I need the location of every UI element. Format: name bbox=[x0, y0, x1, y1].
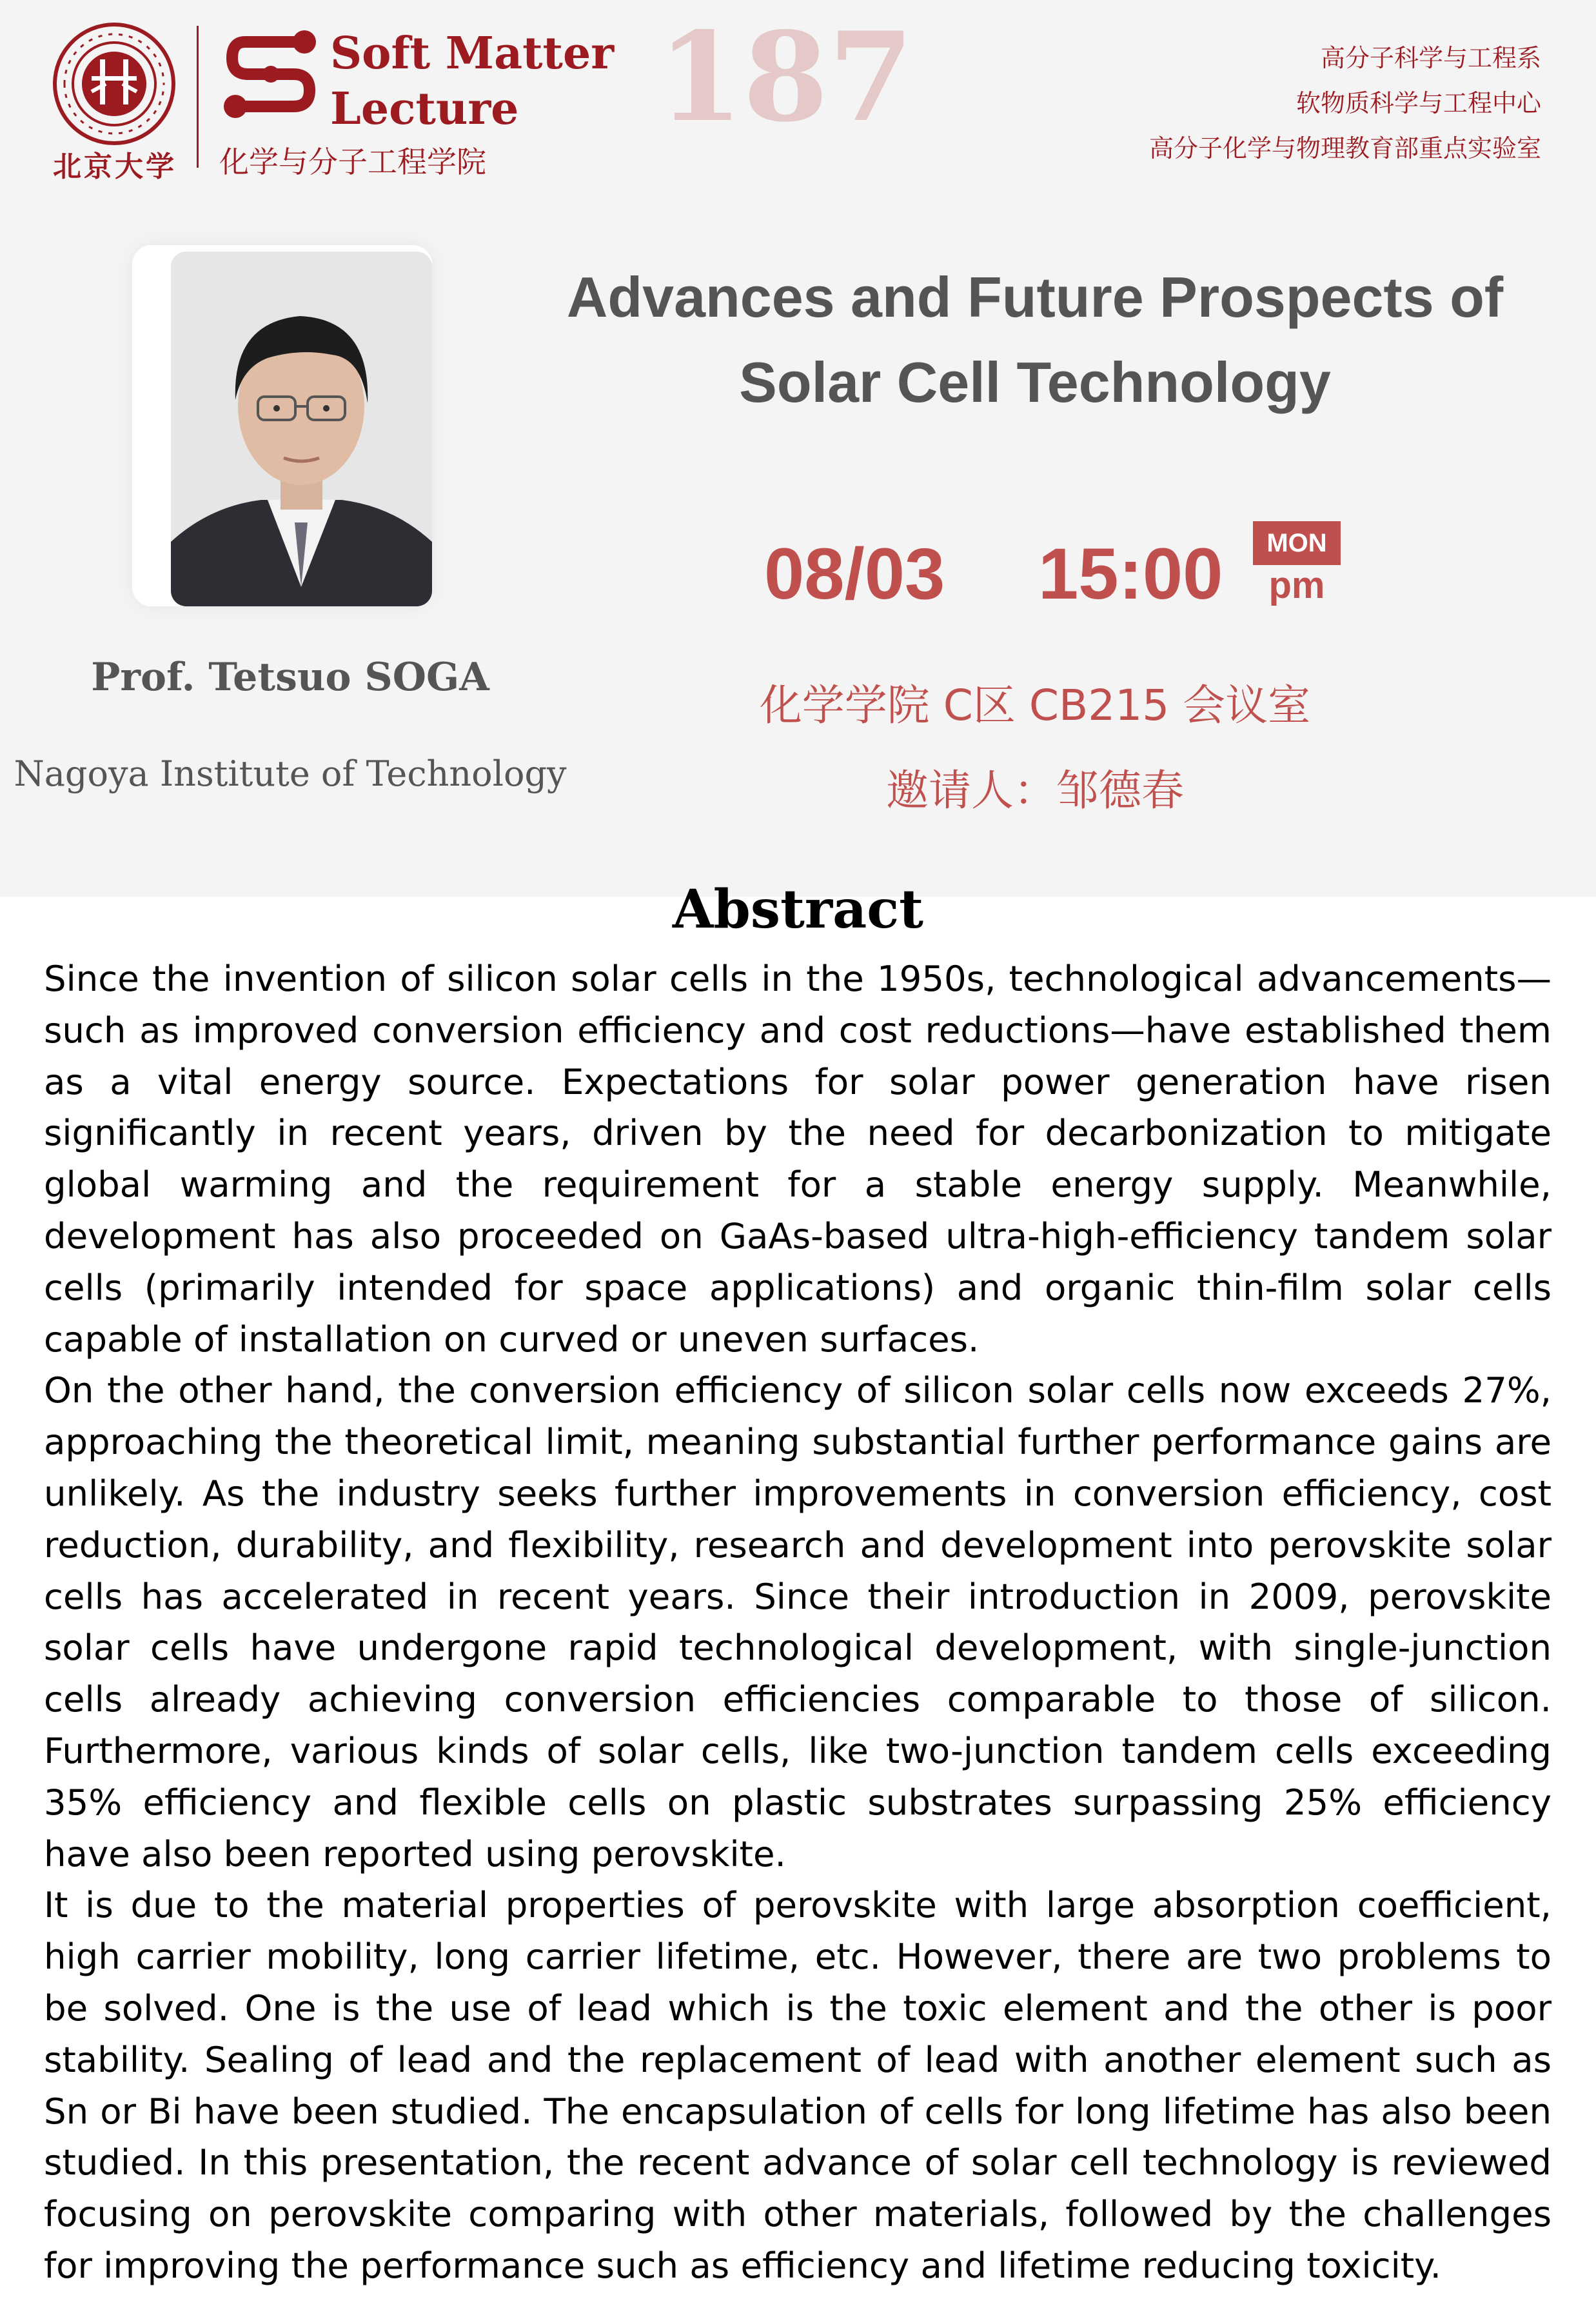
talk-time: 15:00 bbox=[1038, 533, 1223, 614]
abstract-paragraph: It is due to the material properties of perovskite with large absorption coefficient, high carrier mobility, long carrier lifetime, etc. However, there are two problems to be solved. One is the use of lead which is the toxic element and the other is poor stability. Sealing of lead and the replacement of lead with another element such as Sn or Bi have been studied. The encapsulation of cells for long lifetime has also been studied. In this presentation, the recent advance of solar cell technology is reviewed focusing on perovskite comparing with other materials, followed by the challenges for improving the performance such as efficiency and lifetime reducing toxicity. bbox=[44, 1884, 1552, 2286]
host: 邀请人：邹德春 bbox=[886, 766, 1184, 815]
abstract-paragraph: On the other hand, the conversion efficiency of silicon solar cells now exceeds 27%, approaching the theoretical limit, meaning substantial further performance gains are unlikely. As the industry seeks further improvements in conversion efficiency, cost reduction, durability, and flexibility, research and development into perovskite solar cells has accelerated in recent years. Since their introduction in 2009, perovskite solar cells have undergone rapid technological development, with single-junction cells already achieving conversion efficiencies comparable to those of silicon. Furthermore, various kinds of solar cells, like two-junction tandem cells exceeding 35% efficiency and flexible cells on plastic substrates surpassing 25% efficiency have also been reported using perovskite. bbox=[44, 1369, 1552, 1874]
header-divider bbox=[197, 26, 199, 168]
series-title bbox=[330, 26, 614, 137]
abstract-paragraph: Since the invention of silicon solar cells in the 1950s, technological advancements—such as improved conversion efficiency and cost reductions—have established them as a vital energy source. Expectations for solar power generation have risen significantly in recent years, driven by the need for decarbonization to mitigate global warming and the requirement for a stable energy supply. Meanwhile, development has also proceeded on GaAs-based ultra-high-efficiency tandem solar cells (primarily intended for space applications) and organic thin-film solar cells capable of installation on curved or uneven surfaces. bbox=[44, 958, 1552, 1360]
speaker-name: Prof. Tetsuo SOGA bbox=[91, 655, 489, 700]
university-name: 北京大学 bbox=[53, 150, 177, 183]
department-item: 软物质科学与工程中心 bbox=[1296, 89, 1541, 117]
department-item: 高分子科学与工程系 bbox=[1320, 44, 1541, 72]
talk-date: 08/03 bbox=[764, 533, 945, 614]
abstract-heading: Abstract bbox=[672, 879, 924, 940]
weekday-badge: MON bbox=[1253, 521, 1341, 565]
speaker-portrait bbox=[171, 252, 432, 606]
department-item: 高分子化学与物理教育部重点实验室 bbox=[1148, 134, 1541, 163]
venue: 化学学院 C区 CB215 会议室 bbox=[759, 681, 1311, 730]
college-name: 化学与分子工程学院 bbox=[219, 144, 486, 179]
talk-title: Advances and Future Prospects of Solar Cell Technology bbox=[566, 265, 1504, 414]
lecture-number: 187 bbox=[658, 5, 914, 149]
am-pm-label: pm bbox=[1268, 564, 1325, 606]
department-list bbox=[1149, 35, 1541, 171]
speaker-affiliation: Nagoya Institute of Technology bbox=[14, 753, 567, 794]
series-title-line2: Lecture bbox=[330, 83, 519, 135]
abstract-body bbox=[44, 953, 1552, 2292]
soft-matter-logo-icon bbox=[219, 23, 322, 139]
series-title-line1: Soft Matter bbox=[330, 28, 615, 79]
